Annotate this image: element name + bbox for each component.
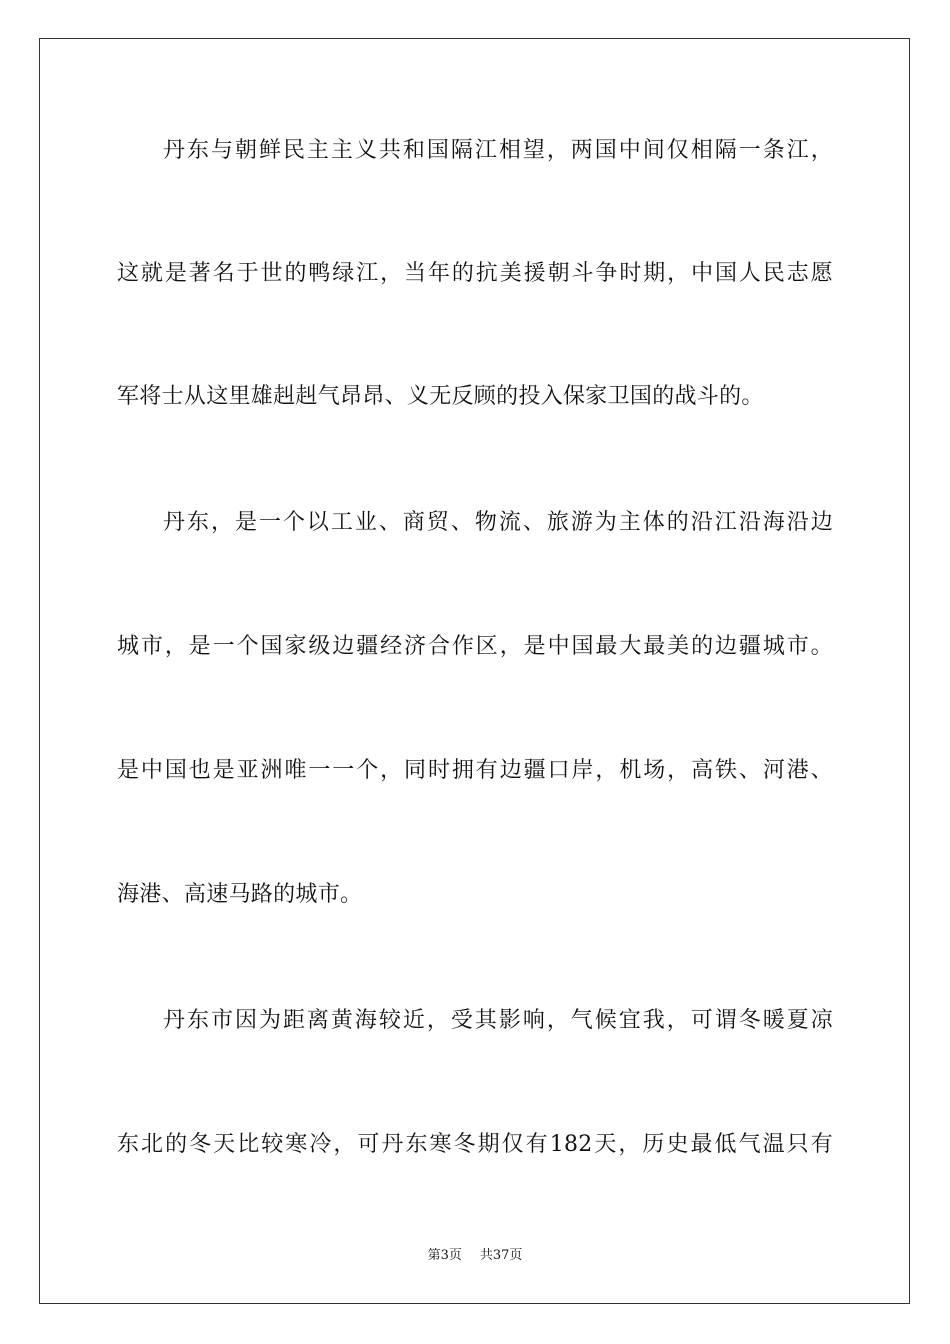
paragraph-1-line-1: 丹东与朝鲜民主主义共和国隔江相望，两国中间仅相隔一条江， — [163, 138, 833, 163]
page-total: 共37页 — [479, 1248, 523, 1263]
paragraph-2-line-1: 丹东，是一个以工业、商贸、物流、旅游为主体的沿江沿海沿边 — [163, 510, 833, 535]
paragraph-2-line-4: 海港、高速马路的城市。 — [117, 882, 363, 907]
paragraph-1-line-2: 这就是著名于世的鸭绿江，当年的抗美援朝斗争时期，中国人民志愿 — [117, 261, 833, 286]
paragraph-3-line-2: 东北的冬天比较寒冷，可丹东寒冬期仅有182天，历史最低气温只有 — [117, 1132, 833, 1157]
paragraph-1-line-3: 军将士从这里雄赳赳气昂昂、义无反顾的投入保家卫国的战斗的。 — [117, 384, 764, 409]
page-footer — [0, 1247, 950, 1265]
paragraph-2-line-2: 城市，是一个国家级边疆经济合作区，是中国最大最美的边疆城市。 — [117, 634, 833, 659]
page-border — [39, 38, 910, 1304]
paragraph-3-line-1: 丹东市因为距离黄海较近，受其影响，气候宜我，可谓冬暖夏凉 — [163, 1008, 833, 1033]
page-number: 第3页 — [427, 1248, 462, 1263]
paragraph-2-line-3: 是中国也是亚洲唯一一个，同时拥有边疆口岸，机场，高铁、河港、 — [117, 758, 833, 783]
